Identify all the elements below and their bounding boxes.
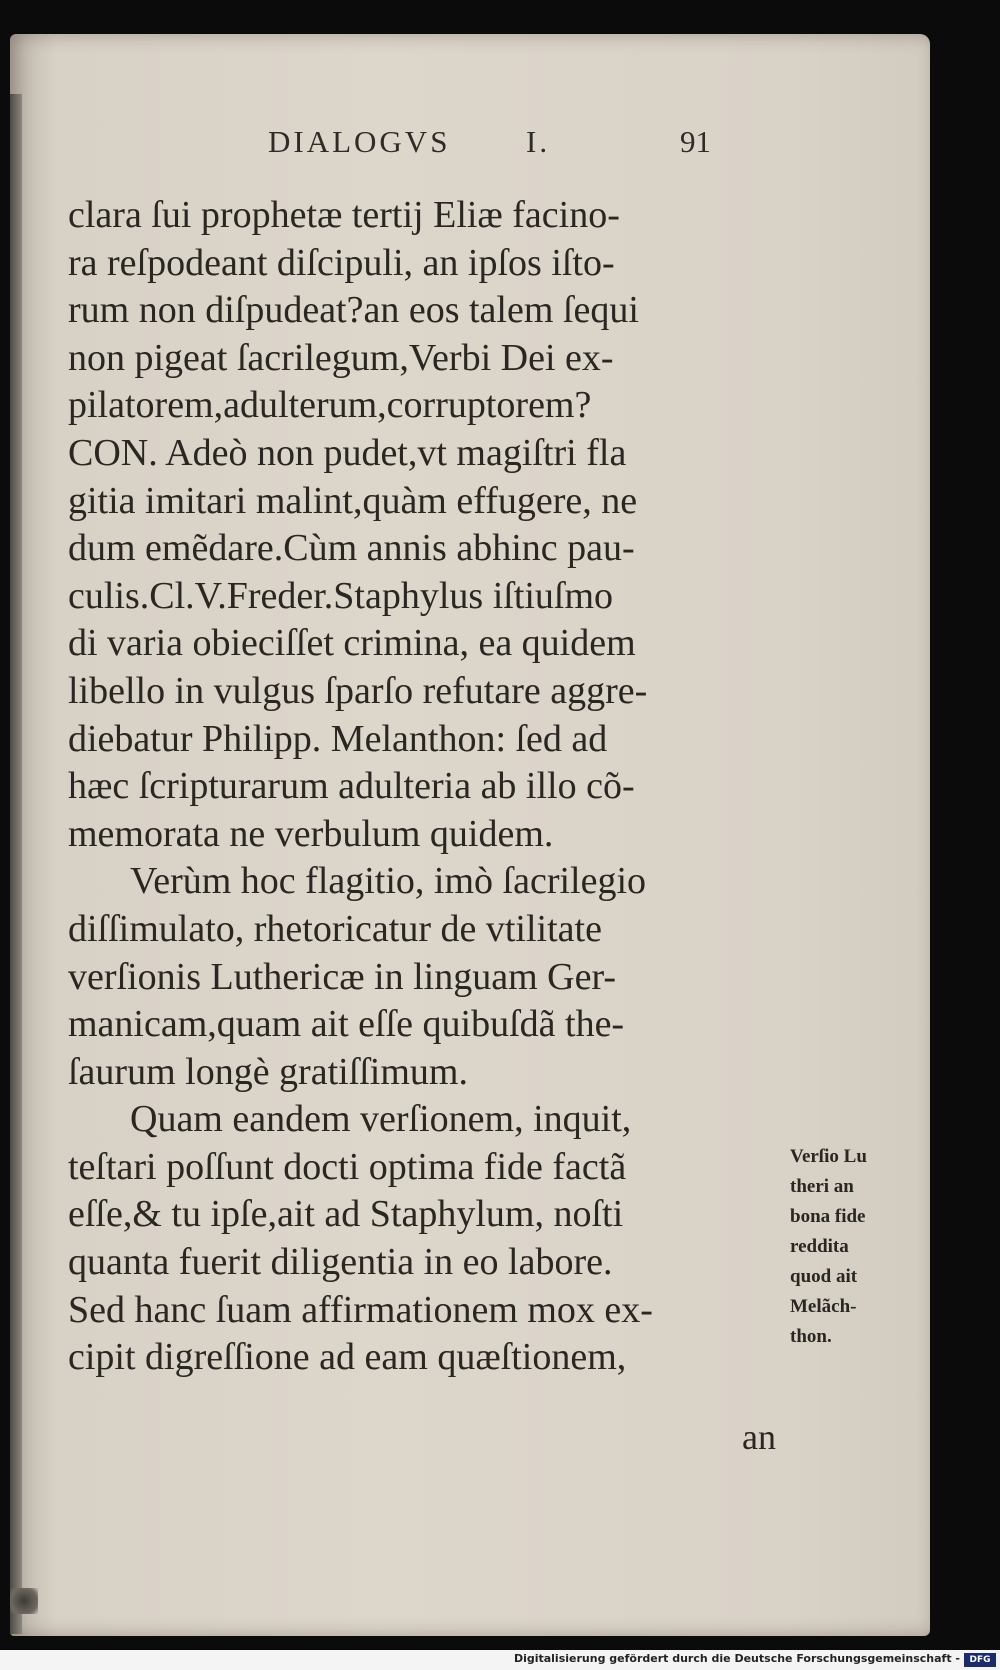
text-line: verſionis Luthericæ in linguam Ger-	[68, 955, 616, 998]
text-line: rum non diſpudeat?an eos talem ſequi	[68, 289, 639, 332]
book-page	[10, 34, 930, 1636]
text-line: hæc ſcripturarum adulteria ab illo cõ-	[68, 765, 635, 808]
text-line: libello in vulgus ſparſo refutare aggre-	[68, 669, 648, 712]
page-corner-stain	[10, 1588, 38, 1614]
text-line: Quam eandem verſionem, inquit,	[130, 1098, 632, 1141]
footer-credit: Digitalisierung gefördert durch die Deutsche Forschungsgemeinschaft -	[513, 1652, 960, 1665]
footer-bar	[0, 1650, 1000, 1670]
text-line: cipit digreſſione ad eam quæſtionem,	[68, 1336, 627, 1379]
text-line: manicam,quam ait eſſe quibuſdã the-	[68, 1003, 625, 1046]
margin-note-line: thon.	[790, 1326, 832, 1347]
text-line: Sed hanc ſuam affirmationem mox ex-	[68, 1288, 653, 1331]
text-line: pilatorem,adulterum,corruptorem?	[68, 384, 592, 427]
text-line: CON. Adeò non pudet,vt magiſtri fla	[68, 431, 627, 474]
margin-note-line: theri an	[790, 1176, 854, 1197]
margin-note	[790, 1142, 940, 1352]
margin-note-line: Verſio Lu	[790, 1146, 867, 1167]
margin-note-line: quod ait	[790, 1266, 858, 1287]
text-line: quanta fuerit diligentia in eo labore.	[68, 1241, 613, 1284]
text-line: teſtari poſſunt docti optima fide factã	[68, 1145, 627, 1188]
margin-note-line: bona fide	[790, 1206, 866, 1227]
text-line: culis.Cl.V.Freder.Staphylus iſtiuſmo	[68, 574, 614, 617]
text-line: eſſe,& tu ipſe,ait ad Staphylum, noſti	[68, 1193, 624, 1236]
text-line: diſſimulato, rhetoricatur de vtilitate	[68, 907, 602, 950]
margin-note-line: Melãch-	[790, 1296, 857, 1317]
binding-edge	[10, 94, 22, 1634]
text-line: clara ſui prophetæ tertij Eliæ facino-	[68, 194, 620, 236]
text-line: gitia imitari malint,quàm effugere, ne	[68, 479, 638, 522]
text-line: ra reſpodeant diſcipuli, an ipſos iſto-	[68, 241, 615, 284]
text-line: di varia obieciſſet crimina, ea quidem	[68, 622, 636, 665]
text-line: ſaurum longè gratiſſimum.	[68, 1050, 468, 1093]
text-line: memorata ne verbulum quidem.	[68, 812, 554, 855]
text-line: dum emẽdare.Cùm annis abhinc pau-	[68, 527, 635, 570]
dfg-logo-icon: DFG	[964, 1653, 996, 1667]
running-header	[268, 124, 768, 170]
text-line: diebatur Philipp. Melanthon: ſed ad	[68, 717, 608, 760]
body-text	[68, 192, 780, 1382]
header-numeral: I.	[526, 124, 551, 159]
header-title: DIALOGVS	[268, 124, 451, 159]
margin-note-line: reddita	[790, 1236, 849, 1257]
catchword: an	[742, 1417, 776, 1457]
page-number: 91	[680, 124, 711, 159]
text-line: Verùm hoc flagitio, imò ſacrilegio	[130, 860, 647, 903]
text-line: non pigeat ſacrilegum,Verbi Dei ex-	[68, 336, 614, 379]
